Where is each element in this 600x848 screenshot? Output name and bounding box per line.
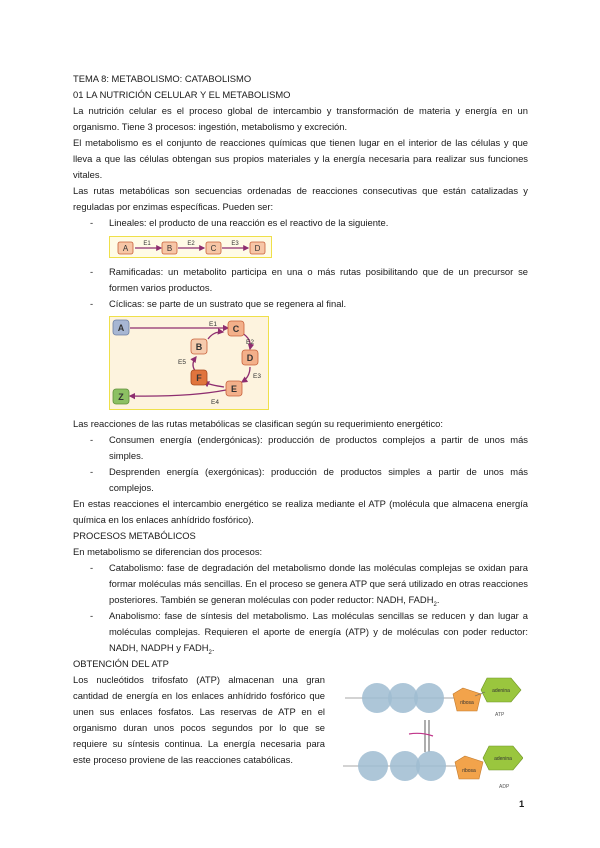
catabolism-subscript: 2 <box>433 601 437 608</box>
anabolism-subscript: 2 <box>208 649 212 656</box>
list-dash: - <box>90 266 94 277</box>
page-number: 1 <box>519 798 525 809</box>
cyclic-arrow-b-c <box>208 332 223 339</box>
linear-node-b-label: B <box>166 244 173 253</box>
cyclic-enzyme-3: E3 <box>253 373 261 380</box>
catabolism-end: . <box>436 594 440 605</box>
linear-route-svg <box>110 237 270 256</box>
cyclic-enzyme-2: E2 <box>246 339 254 346</box>
atp-phosphate-1 <box>362 683 392 713</box>
list-dash: - <box>90 610 94 621</box>
adp-ribose-label: ribosa <box>462 768 476 774</box>
anabolism-text: Anabolismo: fase de síntesis del metabolismo. Las moléculas sencillas se reducen y dan lugar a moléculas complejas. Requieren el aporte de energía (ATP) y de moléculas con poder reductor: NADH, NADPH y FADH <box>109 610 528 653</box>
atp-phosphate-3 <box>414 683 444 713</box>
section-heading-nutrition: 01 LA NUTRICIÓN CELULAR Y EL METABOLISMO <box>73 89 291 100</box>
atp-adenine-label: adenina <box>492 688 510 694</box>
linear-node-d-label: D <box>254 244 261 253</box>
list-text <box>109 560 528 608</box>
list-text: Desprenden energía (exergónicas): producción de productos simples a partir de unos más complejos. <box>109 466 528 493</box>
atp-adp-figure <box>335 674 523 801</box>
list-dash: - <box>90 434 94 445</box>
atp-label: ATP <box>495 712 505 718</box>
list-item-linear <box>73 215 528 231</box>
list-item-cyclic <box>73 296 528 312</box>
cyclic-arrow-d-e <box>242 367 250 382</box>
linear-route-diagram <box>109 236 272 258</box>
free-phosphate <box>358 751 388 781</box>
section-heading-atp: OBTENCIÓN DEL ATP <box>73 658 169 669</box>
cyclic-route-diagram <box>109 316 269 410</box>
cyclic-node-b-label: B <box>195 342 203 352</box>
page-content <box>73 71 528 801</box>
atp-molecule <box>345 678 521 718</box>
paragraph-atp-exchange: En estas reacciones el intercambio energético se realiza mediante el ATP (molécula que almacena energía química en los enlaces anhídrido fosfórico). <box>73 498 528 525</box>
list-text: Cíclicas: se parte de un sustrato que se regenera al final. <box>109 298 347 309</box>
section-heading-processes: PROCESOS METABÓLICOS <box>73 530 196 541</box>
cyclic-node-d-label: D <box>246 353 254 363</box>
adp-molecule <box>343 746 523 790</box>
cyclic-enzyme-5: E5 <box>178 359 186 366</box>
cyclic-node-e-label: E <box>230 384 238 394</box>
paragraph-nutrition: La nutrición celular es el proceso global de intercambio y transformación de materia y energía en un organismo. Tiene 3 procesos: ingestión, metabolismo y excreción. <box>73 105 528 132</box>
list-dash: - <box>90 298 94 309</box>
list-text <box>109 608 528 656</box>
list-item-catabolism <box>73 560 528 608</box>
list-item-branched <box>73 264 528 296</box>
list-item-endergonic <box>73 432 528 464</box>
paragraph-atp: Los nucleótidos trifosfato (ATP) almacenan una gran cantidad de energía en los enlaces anhídrido fosfórico que unen sus enlaces fosfatos. Las reservas de ATP en el organismo duran unos pocos segundos por lo que se requiere su síntesis continua. La energía necesaria para este proceso proviene de las reacciones catabólicas. <box>73 674 325 765</box>
list-text: Consumen energía (endergónicas): producción de productos complejos a partir de unos más simples. <box>109 434 528 461</box>
cyclic-node-c-label: C <box>232 324 240 334</box>
doc-title: TEMA 8: METABOLISMO: CATABOLISMO <box>73 73 252 84</box>
cyclic-arrow-e-z <box>130 390 226 396</box>
linear-node-a-label: A <box>122 244 129 253</box>
atp-adp-svg <box>335 674 523 796</box>
linear-enzyme-1: E1 <box>143 241 151 247</box>
atp-phosphate-2 <box>388 683 418 713</box>
list-dash: - <box>90 217 94 228</box>
cyclic-enzyme-4: E4 <box>211 399 219 406</box>
cyclic-node-f-label: F <box>196 373 202 383</box>
linear-node-c-label: C <box>210 244 217 253</box>
catabolism-text: Catabolismo: fase de degradación del metabolismo donde las moléculas complejas se oxidan para formar moléculas más sencillas. En el proceso se genera ATP que será utilizado en otras reacciones posteriores. También se generan moléculas con poder reductor: NADH, FADH <box>109 562 528 605</box>
list-text: Lineales: el producto de una reacción es el reactivo de la siguiente. <box>109 217 389 228</box>
cyclic-node-a-label: A <box>117 323 125 333</box>
cyclic-route-svg <box>110 317 267 408</box>
paragraph-metabolism: El metabolismo es el conjunto de reacciones químicas que tienen lugar en el interior de las células y que lleva a que las células obtengan sus propios materiales y la energía necesaria para realizar sus funciones vitales. <box>73 137 528 180</box>
cyclic-enzyme-1: E1 <box>209 321 217 328</box>
adp-phosphate-1 <box>390 751 420 781</box>
list-dash: - <box>90 562 94 573</box>
atp-section <box>73 672 528 801</box>
adp-adenine-label: adenina <box>494 756 512 762</box>
anabolism-end: . <box>211 642 215 653</box>
atp-hydrolysis-arrows <box>409 720 433 752</box>
list-dash: - <box>90 466 94 477</box>
adp-label: ADP <box>499 784 510 790</box>
list-item-anabolism <box>73 608 528 656</box>
paragraph-routes: Las rutas metabólicas son secuencias ordenadas de reacciones consecutivas que están catalizadas y reguladas por enzimas específicas. Pueden ser: <box>73 185 528 212</box>
linear-enzyme-2: E2 <box>187 241 195 247</box>
list-item-exergonic <box>73 464 528 496</box>
list-text: Ramificadas: un metabolito participa en una o más rutas posibilitando que de un precursor se formen varios productos. <box>109 266 528 293</box>
linear-enzyme-3: E3 <box>231 241 239 247</box>
paragraph-energy-classification: Las reacciones de las rutas metabólicas se clasifican según su requerimiento energético: <box>73 418 443 429</box>
cyclic-node-z-label: Z <box>118 392 124 402</box>
adp-phosphate-2 <box>416 751 446 781</box>
paragraph-processes: En metabolismo se diferencian dos procesos: <box>73 546 263 557</box>
atp-ribose-label: ribosa <box>460 700 474 706</box>
